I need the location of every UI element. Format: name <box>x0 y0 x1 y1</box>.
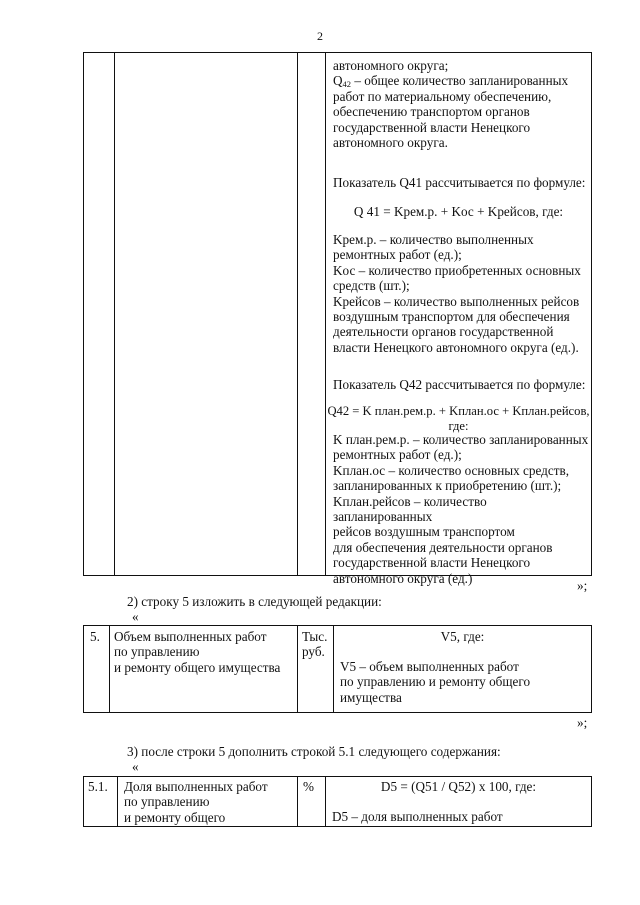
row-number: 5. <box>90 629 100 644</box>
text-line: обеспечению транспортом органов <box>333 104 530 120</box>
instruction-3: 3) после строки 5 дополнить строкой 5.1 следующего содержания: <box>127 744 501 759</box>
text-line: Kплан.ос – количество основных средств, <box>333 462 570 478</box>
formula-v5: V5, где: <box>440 629 485 644</box>
indicator-name: Объем выполненных работ по управлению и ремонту общего имущества <box>114 629 281 675</box>
text-line: Kос – количество приобретенных основных <box>333 262 581 278</box>
formula-description-cell <box>333 58 588 150</box>
formula-q42: Q42 = K план.рем.р. + Kплан.ос + Kплан.рейсов, где: <box>327 404 590 434</box>
formula-heading-q41: Показатель Q41 рассчитывается по формуле: <box>333 175 586 190</box>
text-line: работ по материальному обеспечению, <box>333 88 552 104</box>
indicator-name: Доля выполненных работ по управлению и ремонту общего <box>124 779 268 825</box>
text-line: Kрейсов – количество выполненных рейсов <box>333 293 580 309</box>
text-line: автономного округа; <box>333 58 449 73</box>
text-line: власти Ненецкого автономного округа (ед.). <box>333 339 579 355</box>
open-quote-2: « <box>132 609 139 624</box>
instruction-2: 2) строку 5 изложить в следующей редакции: <box>127 594 382 609</box>
page-number: 2 <box>317 29 323 43</box>
text-line: Kрем.р. – количество выполненных <box>333 232 534 247</box>
text-line: K план.рем.р. – количество запланированных <box>333 432 589 447</box>
row-number: 5.1. <box>88 779 108 794</box>
text-line: государственной власти Ненецкого <box>333 119 531 135</box>
text-line: ремонтных работ (ед.); <box>333 247 462 263</box>
text-line: средств (шт.); <box>333 278 410 294</box>
text-line: для обеспечения деятельности органов <box>333 539 553 555</box>
text-line: рейсов воздушным транспортом <box>333 524 515 540</box>
unit-of-measure: Тыс. руб. <box>302 629 328 660</box>
formula-heading-q42: Показатель Q42 рассчитывается по формуле: <box>333 377 586 392</box>
text-line: деятельности органов государственной <box>333 324 554 340</box>
text-line: запланированных к приобретению (шт.); <box>333 478 562 494</box>
open-quote-3: « <box>132 759 139 774</box>
text-line: автономного округа (ед.) <box>333 570 473 586</box>
text-line: $Q_{42}$ – общее количество запланированных <box>333 73 569 90</box>
formula-description: D5 – доля выполненных работ <box>332 809 503 824</box>
closing-quote-2: »; <box>577 715 588 730</box>
text-line: Kплан.рейсов – количество запланированных <box>333 493 487 525</box>
text-line: государственной власти Ненецкого <box>333 555 531 571</box>
formula-d5: D5 = (Q51 / Q52) x 100, где: <box>380 779 537 794</box>
text-line: ремонтных работ (ед.); <box>333 447 462 463</box>
formula-description: V5 – объем выполненных работ по управлению и ремонту общего имущества <box>340 659 531 705</box>
unit-of-measure: % <box>303 779 314 794</box>
formula-q41: Q 41 = Kрем.р. + Kос + Kрейсов, где: <box>353 204 564 219</box>
text-line: автономного округа. <box>333 135 448 151</box>
text-line: воздушным транспортом для обеспечения <box>333 309 570 325</box>
closing-quote-1: »; <box>577 578 588 593</box>
